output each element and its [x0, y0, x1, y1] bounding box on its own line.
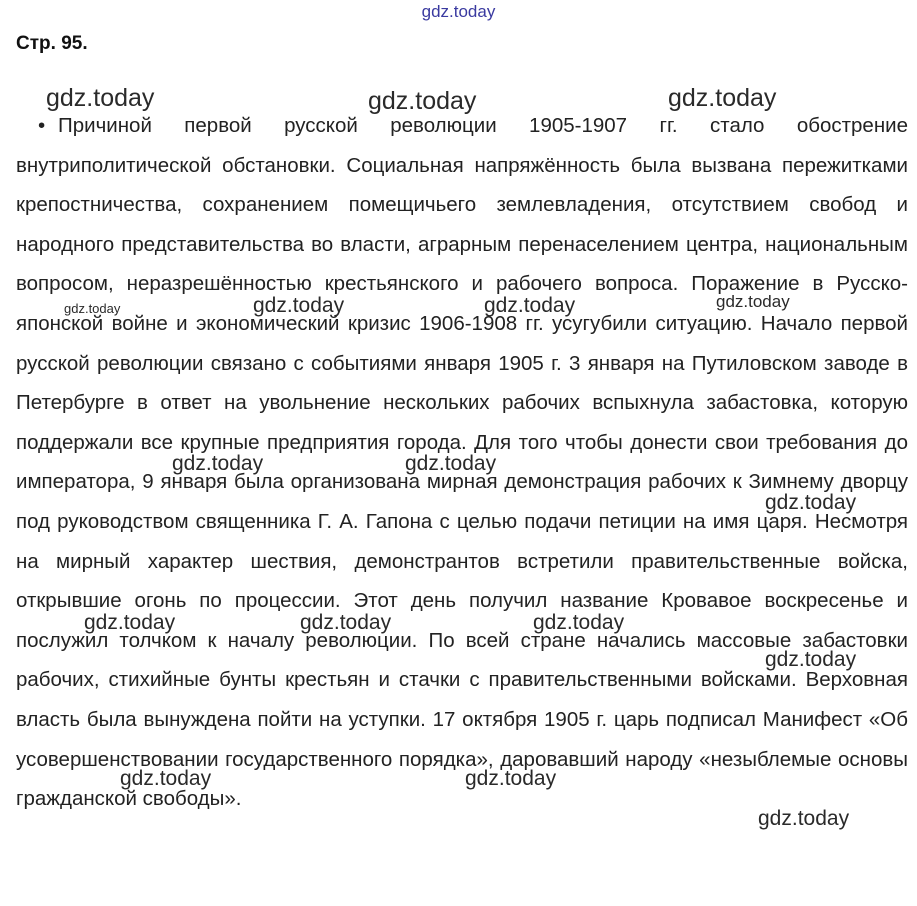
watermark: gdz.today	[120, 767, 212, 790]
watermark: gdz.today	[758, 807, 850, 830]
watermark: gdz.today	[465, 767, 557, 790]
watermark: gdz.today	[484, 294, 576, 317]
site-header-watermark[interactable]: gdz.today	[421, 2, 496, 21]
watermark: gdz.today	[84, 611, 176, 634]
watermark: gdz.today	[668, 84, 777, 112]
watermark: gdz.today	[368, 87, 477, 115]
watermark: gdz.today	[253, 294, 345, 317]
page-title: Стр. 95.	[16, 33, 88, 54]
watermark: gdz.today	[64, 301, 121, 316]
watermark: gdz.today	[300, 611, 392, 634]
watermark: gdz.today	[533, 611, 625, 634]
bullet-icon: •	[38, 114, 46, 137]
answer-paragraph	[16, 106, 908, 819]
watermark: gdz.today	[765, 648, 857, 671]
paragraph-text: Причиной первой русской революции 1905-1907 гг. стало обострение внутриполитической обстановки. Социальная напряжённость была вызвана пережитками крепостничества, сохранением помещичьего землевладения, отсутствием свобод и народного представительства во власти, аграрным перенаселением центра, национальным вопросом, неразрешённостью крестьянского и рабочего вопроса. Поражение в Русско-японской войне и экономический кризис 1906-1908 гг. усугубили ситуацию. Начало первой русской революции связано с событиями января 1905 г. 3 января на Путиловском заводе в Петербурге в ответ на увольнение нескольких рабочих вспыхнула забастовка, которую поддержали все крупные предприятия города. Для того чтобы донести свои требования до императора, 9 января была организована мирная демонстрация рабочих к Зимнему дворцу под руководством священника Г. А. Гапона с целью подачи петиции на имя царя. Несмотря на мирный характер шествия, демонстрантов встретили правительственные войска, открывшие огонь по процессии. Этот день получил название Кровавое воскресенье и послужил толчком к началу революции. По всей стране начались массовые забастовки рабочих, стихийные бунты крестьян и стачки с правительственными войсками. Верховная власть была вынуждена пойти на уступки. 17 октября 1905 г. царь подписал Манифест «Об усовершенствовании государственного порядка», даровавший народу «незыблемые основы гражданской свободы».	[16, 114, 908, 811]
watermark: gdz.today	[405, 452, 497, 475]
watermark: gdz.today	[765, 491, 857, 514]
watermark: gdz.today	[46, 84, 155, 112]
watermark: gdz.today	[716, 292, 790, 311]
watermark: gdz.today	[172, 452, 264, 475]
